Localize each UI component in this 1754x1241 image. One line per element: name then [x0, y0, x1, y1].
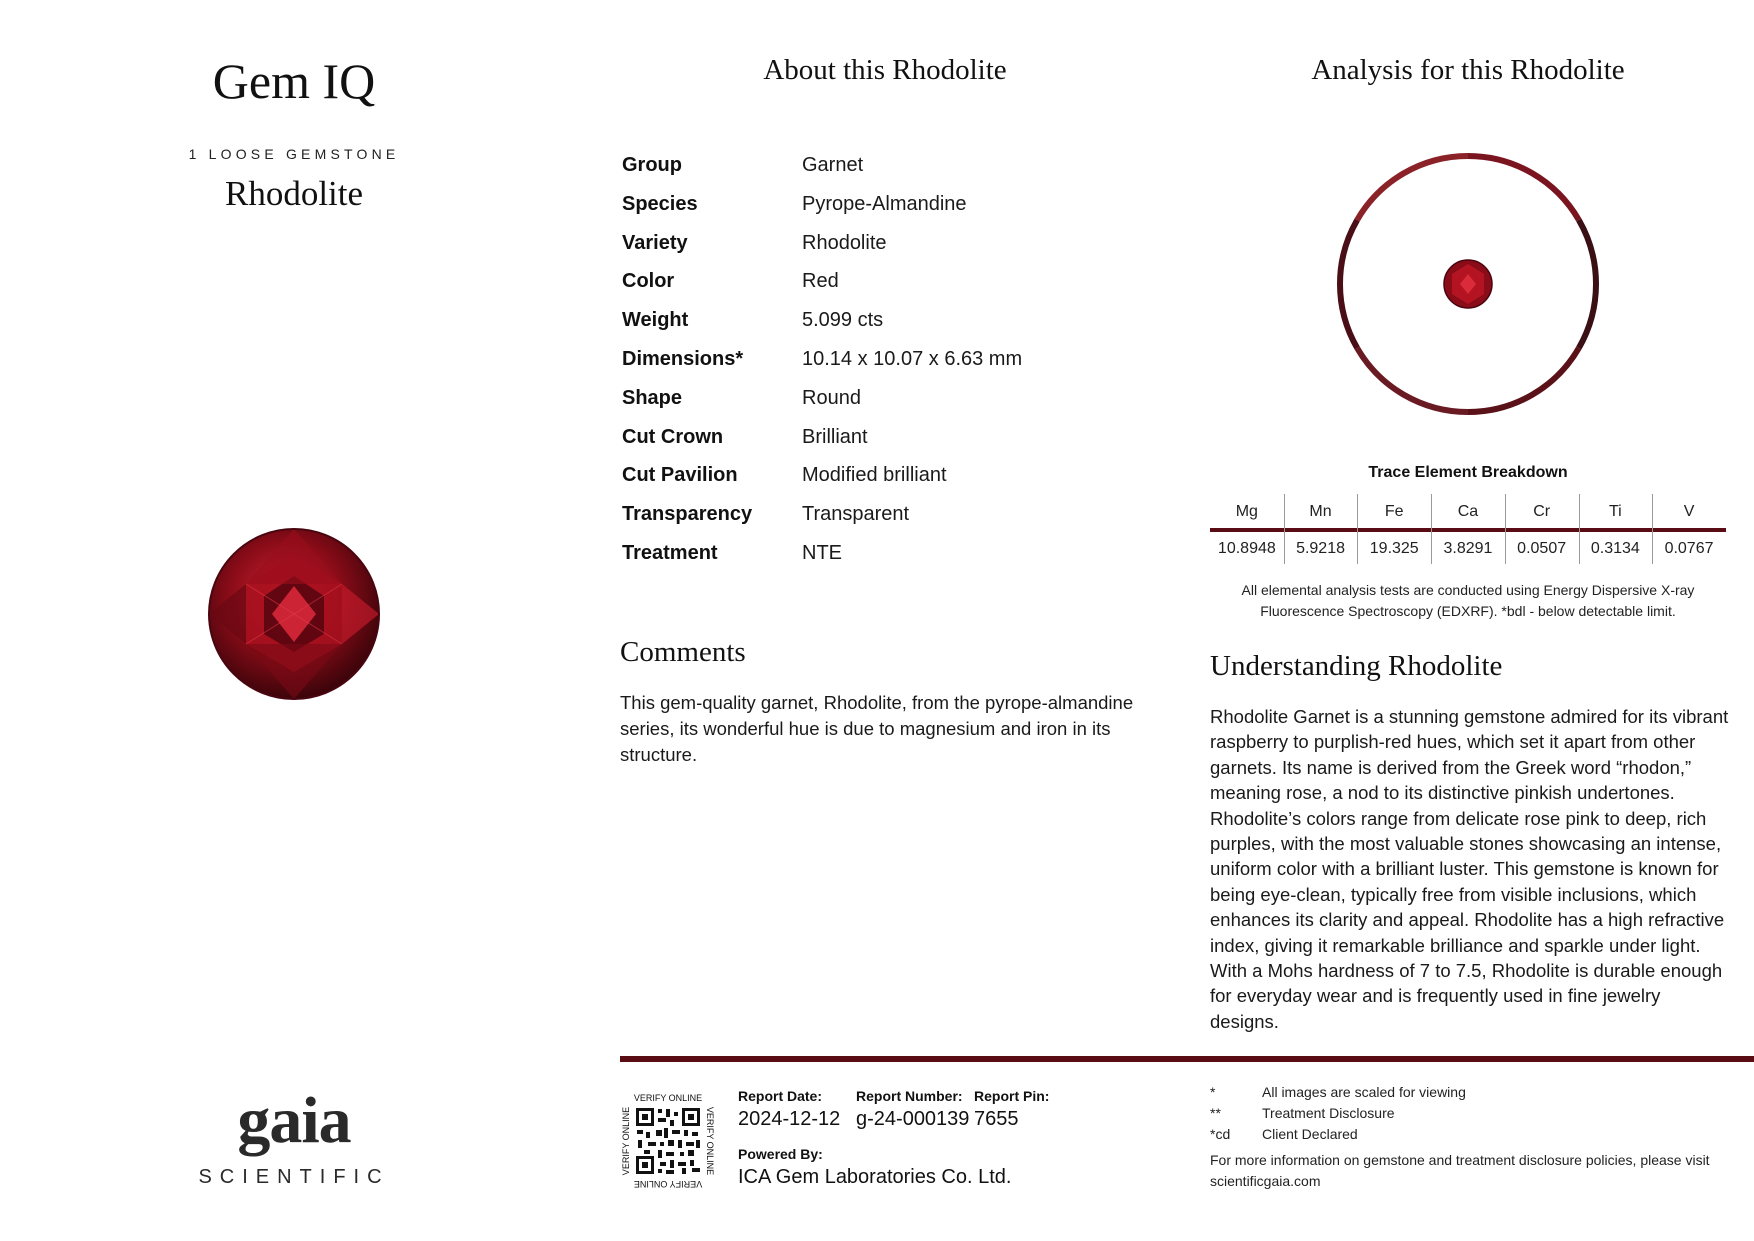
element-value: 0.3134 [1590, 540, 1640, 557]
property-row [622, 266, 1142, 296]
property-label: Dimensions* [622, 348, 744, 370]
footnote-text: Treatment Disclosure [1262, 1105, 1395, 1121]
color-ring [1330, 150, 1606, 426]
element-symbol: Ca [1457, 503, 1479, 520]
trace-column [1357, 494, 1431, 566]
element-symbol: Cr [1533, 503, 1551, 520]
property-label: Variety [622, 231, 688, 254]
color-ring-segment [1468, 348, 1579, 412]
trace-column [1505, 494, 1579, 566]
report-number-value: g-24-000139 [856, 1108, 970, 1130]
color-ring-segment [1357, 348, 1468, 412]
property-row [622, 422, 1142, 452]
qr-code-icon[interactable] [634, 1106, 702, 1176]
element-symbol: Mn [1309, 503, 1332, 520]
color-ring-segment [1340, 220, 1357, 348]
property-label: Treatment [622, 542, 718, 564]
color-ring-segment [1579, 220, 1596, 348]
element-value: 0.0507 [1517, 540, 1567, 557]
property-value: Round [802, 386, 861, 409]
understanding-title: Understanding Rhodolite [1210, 650, 1503, 682]
property-row [622, 344, 1142, 374]
property-label: Transparency [622, 503, 753, 526]
gemstone-image [206, 526, 382, 702]
footnote-symbol: *cd [1210, 1126, 1231, 1142]
color-ring-segment [1357, 156, 1468, 220]
color-ring-segment [1468, 156, 1579, 220]
report-date-value: 2024-12-12 [738, 1108, 841, 1130]
property-value: 10.14 x 10.07 x 6.63 mm [802, 348, 1023, 370]
trace-column [1431, 494, 1505, 566]
property-row [622, 189, 1142, 219]
property-value: 5.099 cts [802, 309, 884, 332]
element-value: 0.0767 [1664, 540, 1714, 557]
analysis-title: Analysis for this Rhodolite [1311, 54, 1625, 86]
property-label: Cut Pavilion [622, 464, 738, 487]
property-value: Rhodolite [802, 231, 887, 254]
report-date-label: Report Date: [738, 1088, 823, 1104]
property-label: Group [622, 154, 682, 176]
property-row [622, 305, 1142, 335]
property-value: NTE [802, 542, 842, 564]
property-value: Garnet [802, 154, 864, 176]
trace-element-title: Trace Element Breakdown [1368, 464, 1568, 481]
property-row [622, 499, 1142, 529]
comments-title: Comments [620, 636, 746, 668]
property-value: Red [802, 270, 839, 293]
verify-label-top: VERIFY ONLINE [633, 1093, 703, 1103]
about-title: About this Rhodolite [763, 54, 1007, 86]
property-value: Pyrope-Almandine [802, 192, 967, 215]
element-symbol: V [1683, 503, 1695, 520]
verify-label-bottom: VERIFY ONLINE [633, 1179, 703, 1189]
property-row [622, 228, 1142, 258]
footnote-text: All images are scaled for viewing [1262, 1084, 1466, 1100]
gaia-logo-word: gaia [237, 1084, 351, 1157]
report-pin-value: 7655 [974, 1108, 1019, 1130]
property-row [622, 150, 1142, 180]
element-symbol: Fe [1384, 503, 1404, 520]
property-row [622, 460, 1142, 490]
disclosure-text: For more information on gemstone and treatment disclosure policies, please visit scientificgaia.com [1210, 1152, 1710, 1189]
property-value: Brilliant [802, 425, 868, 448]
property-label: Weight [622, 309, 689, 332]
element-symbol: Mg [1235, 503, 1258, 520]
property-value: Modified brilliant [802, 464, 947, 487]
element-value: 5.9218 [1296, 540, 1345, 557]
trace-column [1210, 494, 1284, 566]
gaia-logo-subtitle: SCIENTIFIC [198, 1166, 390, 1188]
powered-by-label: Powered By: [738, 1146, 823, 1162]
trace-element-table [1210, 494, 1726, 566]
stone-name: Rhodolite [224, 174, 364, 213]
element-value: 3.8291 [1443, 540, 1493, 557]
element-value: 10.8948 [1217, 540, 1276, 557]
property-label: Shape [622, 386, 683, 409]
property-label: Cut Crown [622, 425, 724, 448]
footnote-text: Client Declared [1262, 1126, 1358, 1142]
gemstone-count-label: 1 LOOSE GEMSTONE [188, 146, 400, 162]
trace-column [1652, 494, 1726, 566]
powered-by-value: ICA Gem Laboratories Co. Ltd. [738, 1166, 1012, 1188]
trace-column [1579, 494, 1653, 566]
report-pin-label: Report Pin: [974, 1088, 1050, 1104]
understanding-text: Rhodolite Garnet is a stunning gemstone admired for its vibrant raspberry to purplish-red hues, which set it apart from other garnets. Its name is derived from the Greek word “rhodon,” meaning rose, a nod to its distinctive pinkish undertones. Rhodolite’s colors range from delicate rose pink to deep, rich purples, with the most valuable stones showcasing an intense, uniform color with a brilliant luster. This gemstone is known for being eye-clean, typically free from visible inclusions, which enhances its clarity and appeal. Rhodolite has a high refractive index, giving it remarkable brilliance and sparkle under light. With a Mohs hardness of 7 to 7.5, Rhodolite is durable enough for everyday wear and is frequently used in fine jewelry designs. [1210, 706, 1729, 1032]
footnote-symbol: * [1210, 1084, 1216, 1100]
property-value: Transparent [802, 503, 910, 526]
property-label: Color [622, 270, 675, 293]
property-label: Species [622, 192, 698, 215]
footnote-symbol: ** [1210, 1105, 1221, 1121]
element-symbol: Ti [1608, 503, 1622, 520]
report-number-label: Report Number: [856, 1088, 963, 1104]
analysis-method-note: All elemental analysis tests are conducted using Energy Dispersive X-ray Fluorescence Spectroscopy (EDXRF). *bdl - below detectable limit. [1241, 582, 1695, 619]
trace-column [1284, 494, 1358, 566]
property-row [622, 538, 1142, 568]
verify-qr-block[interactable] [620, 1092, 716, 1190]
verify-label-right: VERIFY ONLINE [705, 1106, 715, 1176]
property-row [622, 383, 1142, 413]
verify-label-left: VERIFY ONLINE [621, 1106, 631, 1176]
comments-text: This gem-quality garnet, Rhodolite, from the pyrope-almandine series, its wonderful hue is due to magnesium and iron in its structure. [620, 692, 1134, 765]
microtext-security-bar [620, 1056, 1754, 1062]
element-value: 19.325 [1369, 540, 1419, 557]
brand-title: Gem IQ [212, 53, 376, 109]
